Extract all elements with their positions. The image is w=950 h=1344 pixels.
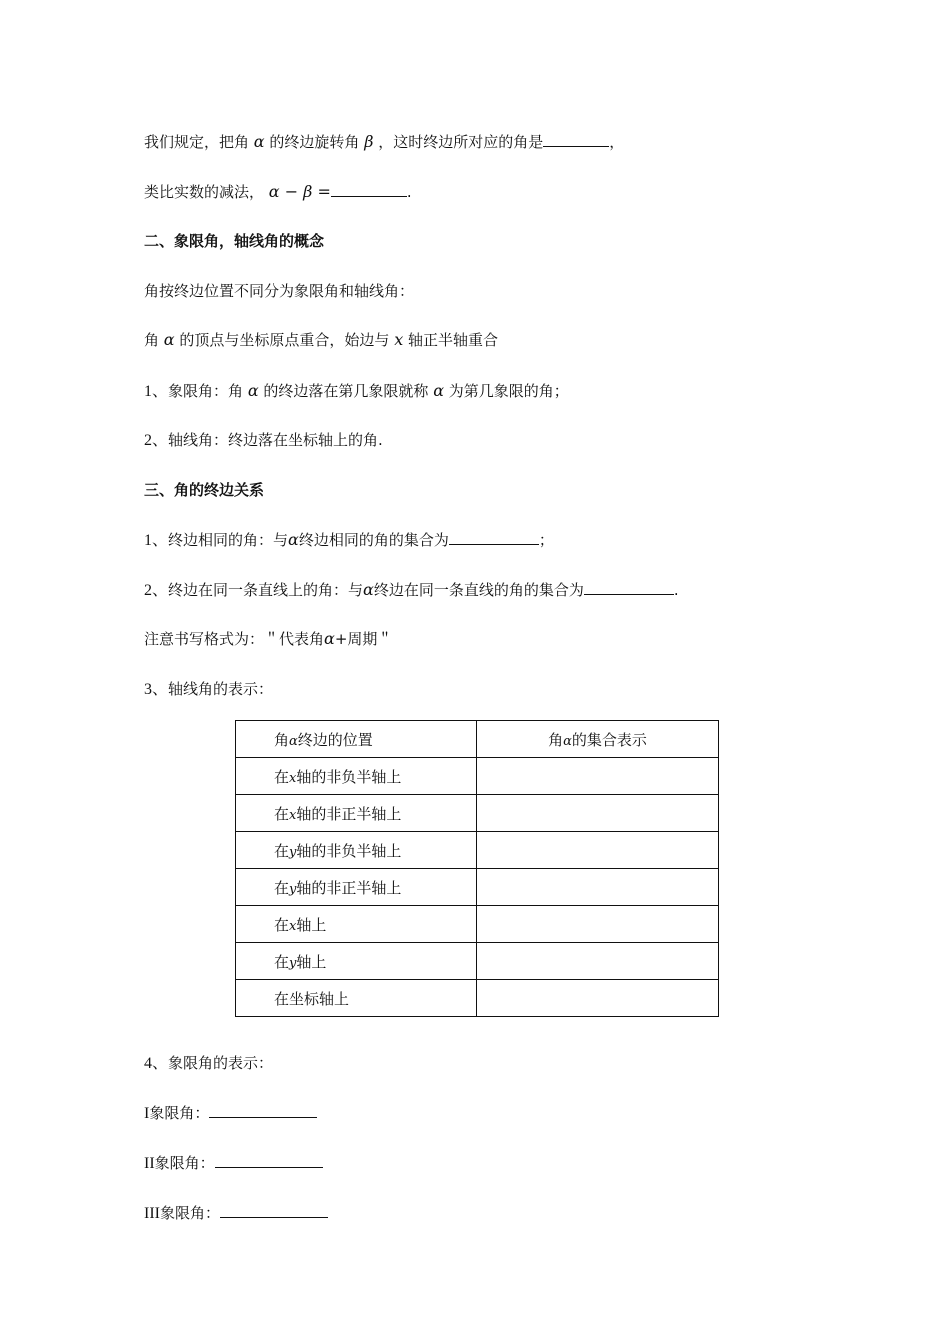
section-heading-quadrant: 二、象限角，轴线角的概念 (144, 232, 325, 250)
table-row (236, 869, 719, 906)
axis-angle-table (235, 720, 719, 1017)
beta-symbol: β (364, 132, 374, 151)
text: . (406, 183, 412, 201)
table-header-row (236, 721, 719, 758)
text: 的集合表示 (571, 730, 647, 749)
list-item-axis-representation (144, 677, 273, 701)
axis-variable: x (289, 918, 297, 934)
answer-cell[interactable] (477, 980, 719, 1017)
alpha-symbol: α (163, 330, 175, 349)
text: 在坐标轴上 (274, 989, 350, 1008)
item-number: 1、 (144, 532, 169, 549)
list-item-axis-angle (144, 428, 383, 452)
alpha-symbol: α (433, 381, 445, 400)
text: +周期＂ (334, 630, 393, 648)
table-cell (236, 906, 477, 943)
text: 象限角：角 (168, 382, 244, 400)
answer-cell[interactable] (477, 869, 719, 906)
quadrant-1-line (144, 1100, 317, 1124)
table-row (236, 906, 719, 943)
text: 角 (274, 730, 290, 749)
answer-cell[interactable] (477, 943, 719, 980)
text: 轴上 (296, 915, 327, 934)
text: 在 (274, 878, 290, 897)
item-number: 1、 (144, 383, 169, 400)
text: 角 (548, 730, 564, 749)
text: 象限角： (154, 1154, 215, 1172)
paragraph-standard-position (144, 328, 498, 352)
text: 轴的非正半轴上 (296, 878, 402, 897)
text: 轴线角的表示： (168, 680, 274, 698)
text: 的终边旋转角 (269, 133, 360, 151)
text: 轴的非正半轴上 (296, 804, 402, 823)
roman-numeral: I (144, 1105, 150, 1122)
table-row (236, 980, 719, 1017)
alpha-symbol: α (247, 381, 259, 400)
text: . (673, 581, 679, 599)
paragraph-format-note (144, 627, 392, 651)
alpha-symbol: α (324, 629, 335, 648)
paragraph-rotation (144, 129, 624, 153)
axis-variable: x (289, 807, 297, 823)
text: 象限角的表示： (168, 1054, 274, 1072)
text: 轴线角：终边落在坐标轴上的角. (168, 431, 383, 449)
item-number: 2、 (144, 582, 169, 599)
text: 象限角： (159, 1204, 220, 1222)
alpha-symbol: α (288, 530, 299, 549)
table-row (236, 758, 719, 795)
alpha-symbol: α (289, 733, 298, 749)
axis-variable: y (289, 881, 297, 897)
text: 的终边落在第几象限就称 (263, 382, 429, 400)
text: 终边相同的角的集合为 (298, 531, 449, 549)
answer-blank[interactable] (209, 1100, 317, 1118)
quadrant-3-line (144, 1200, 328, 1224)
answer-blank[interactable] (449, 527, 539, 545)
axis-variable: y (289, 955, 297, 971)
text: 我们规定，把角 (144, 133, 250, 151)
alpha-symbol: α (363, 580, 374, 599)
table-row (236, 832, 719, 869)
quadrant-2-line (144, 1150, 323, 1174)
answer-blank[interactable] (220, 1200, 328, 1218)
text: 终边在同一条直线的角的集合为 (373, 581, 584, 599)
text: 终边的位置 (297, 730, 373, 749)
roman-numeral: II (144, 1155, 155, 1172)
text: ， (609, 133, 625, 151)
table-cell (236, 758, 477, 795)
text: 为第几象限的角； (448, 382, 569, 400)
answer-blank[interactable] (215, 1150, 323, 1168)
alpha-symbol: α (563, 733, 572, 749)
table-header-cell (236, 721, 477, 758)
text: 在 (274, 767, 290, 786)
item-number: 4、 (144, 1055, 169, 1072)
text: 轴上 (296, 952, 327, 971)
answer-blank[interactable] (543, 129, 609, 147)
answer-cell[interactable] (477, 906, 719, 943)
table-cell (236, 869, 477, 906)
text: 轴的非负半轴上 (296, 767, 402, 786)
text: 象限角： (149, 1104, 210, 1122)
text: 在 (274, 841, 290, 860)
text: 在 (274, 952, 290, 971)
text: 类比实数的减法， (144, 183, 265, 201)
section-heading-terminal-side: 三、角的终边关系 (144, 481, 265, 499)
item-number: 2、 (144, 432, 169, 449)
text: 角 (144, 331, 160, 349)
answer-cell[interactable] (477, 795, 719, 832)
text: 在 (274, 804, 290, 823)
paragraph-subtraction (144, 179, 412, 203)
text: 终边相同的角：与 (168, 531, 289, 549)
list-item-same-line (144, 577, 679, 601)
list-item-quadrant-angle (144, 379, 569, 403)
list-item-quadrant-representation (144, 1051, 273, 1075)
text: 注意书写格式为：＂代表角 (144, 630, 325, 648)
text: ； (538, 531, 554, 549)
axis-variable: x (289, 770, 297, 786)
axis-variable: y (289, 844, 297, 860)
paragraph-classification: 角按终边位置不同分为象限角和轴线角： (144, 282, 415, 300)
alpha-symbol: α (253, 132, 265, 151)
table-cell (236, 832, 477, 869)
answer-blank[interactable] (331, 179, 407, 197)
list-item-coterminal (144, 527, 554, 551)
text: 在 (274, 915, 290, 934)
text: 终边在同一条直线上的角：与 (168, 581, 364, 599)
item-number: 3、 (144, 681, 169, 698)
text: ，这时终边所对应的角是 (378, 133, 544, 151)
x-variable: x (394, 330, 404, 349)
answer-cell[interactable] (477, 758, 719, 795)
table-row (236, 795, 719, 832)
text: 的顶点与坐标原点重合，始边与 (179, 331, 390, 349)
table-cell (236, 795, 477, 832)
text: 轴正半轴重合 (408, 331, 499, 349)
answer-cell[interactable] (477, 832, 719, 869)
text: 轴的非负半轴上 (296, 841, 402, 860)
table-header-cell (477, 721, 719, 758)
table-row (236, 943, 719, 980)
answer-blank[interactable] (584, 577, 674, 595)
table-cell (236, 980, 477, 1017)
table-cell (236, 943, 477, 980)
roman-numeral: III (144, 1205, 160, 1222)
alpha-minus-beta-expression: α − β = (268, 182, 331, 201)
